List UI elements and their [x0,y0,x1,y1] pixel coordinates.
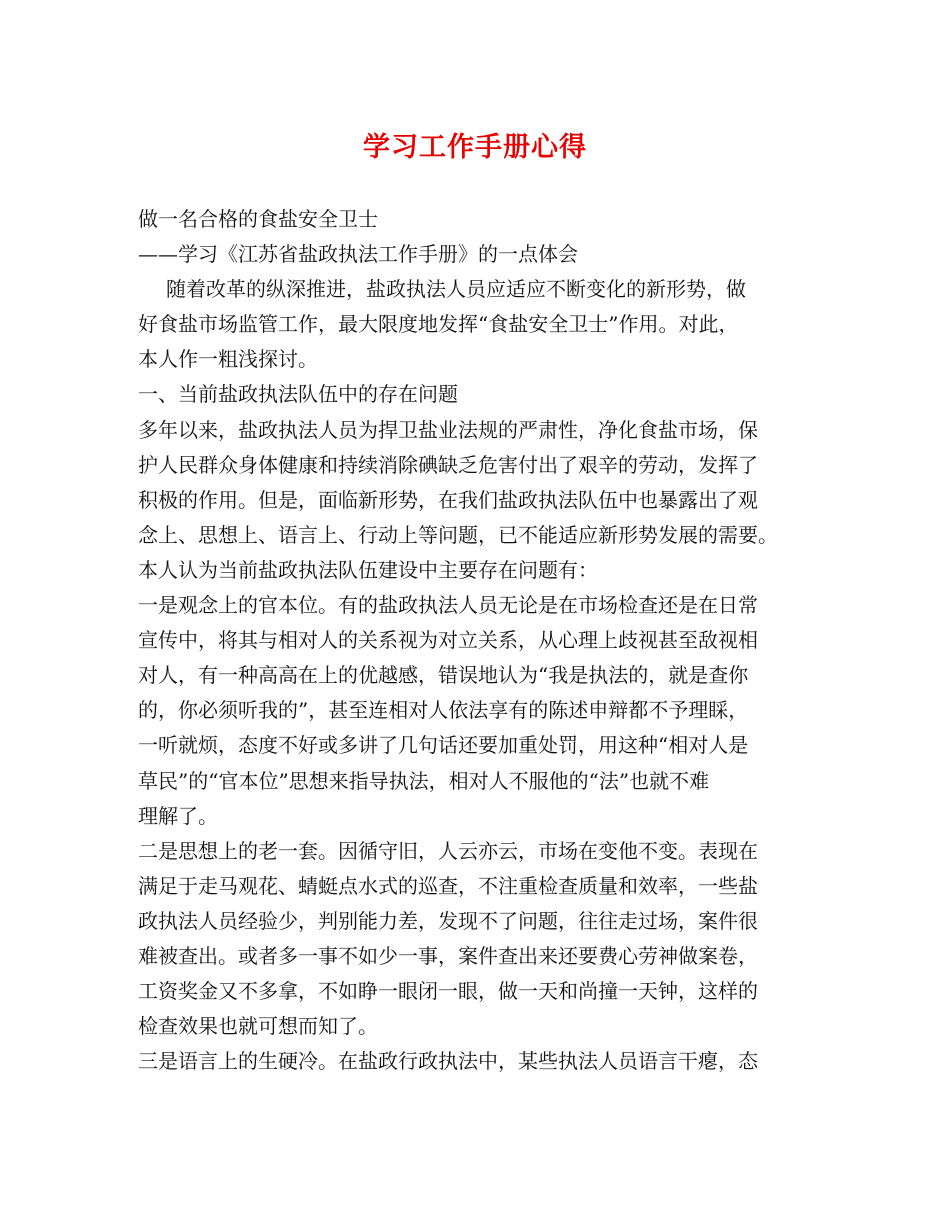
paragraph-line: 难被查出。或者多一事不如少一事，案件查出来还要费心劳神做案卷， [138,943,758,968]
subtitle: 做一名合格的食盐安全卫士 [138,207,378,231]
paragraph-line: 一是观念上的官本位。有的盐政执法人员无论是在市场检查还是在日常 [138,593,758,618]
paragraph-line: 的，你必须听我的”，甚至连相对人依法享有的陈述申辩都不予理睬， [138,698,749,723]
paragraph-line: 三是语言上的生硬冷。在盐政行政执法中，某些执法人员语言干瘪，态 [138,1049,758,1074]
paragraph-line: 二是思想上的老一套。因循守旧，人云亦云，市场在变他不变。表现在 [138,838,758,863]
paragraph-line: 随着改革的纵深推进，盐政执法人员应适应不断变化的新形势，做 [166,277,746,302]
paragraph-line: 工资奖金又不多拿，不如睁一眼闭一眼，做一天和尚撞一天钟，这样的 [138,979,758,1004]
paragraph-line: 多年以来，盐政执法人员为捍卫盐业法规的严肃性，净化食盐市场，保 [138,417,758,442]
subtitle-sub: ——学习《江苏省盐政执法工作手册》的一点体会 [138,242,578,267]
paragraph-line: 政执法人员经验少，判别能力差，发现不了问题，往往走过场，案件很 [138,908,758,933]
paragraph-line: 积极的作用。但是，面临新形势，在我们盐政执法队伍中也暴露出了观 [138,487,758,512]
paragraph-line: 一听就烦，态度不好或多讲了几句话还要加重处罚，用这种“相对人是 [138,733,749,758]
section-heading: 一、当前盐政执法队伍中的存在问题 [138,382,458,407]
document-body [138,202,828,1079]
page-title: 学习工作手册心得 [363,132,587,163]
paragraph-line: 好食盐市场监管工作，最大限度地发挥“食盐安全卫士”作用。对此， [138,312,739,337]
paragraph-line: 本人认为当前盐政执法队伍建设中主要存在问题有： [138,557,598,582]
paragraph-line: 草民”的“官本位”思想来指导执法，相对人不服他的“法”也就不难 [138,768,710,793]
paragraph-line: 检查效果也就可想而知了。 [138,1014,378,1039]
paragraph-line: 理解了。 [138,803,218,828]
paragraph-line: 本人作一粗浅探讨。 [138,347,318,372]
paragraph-line: 念上、思想上、语言上、行动上等问题，已不能适应新形势发展的需要。 [138,522,778,547]
paragraph-line: 满足于走马观花、蜻蜓点水式的巡查，不注重检查质量和效率，一些盐 [138,873,758,898]
paragraph-line: 宣传中，将其与相对人的关系视为对立关系，从心理上歧视甚至敌视相 [138,628,758,653]
paragraph-line: 对人，有一种高高在上的优越感，错误地认为“我是执法的，就是查你 [138,663,749,688]
paragraph-line: 护人民群众身体健康和持续消除碘缺乏危害付出了艰辛的劳动，发挥了 [138,452,758,477]
